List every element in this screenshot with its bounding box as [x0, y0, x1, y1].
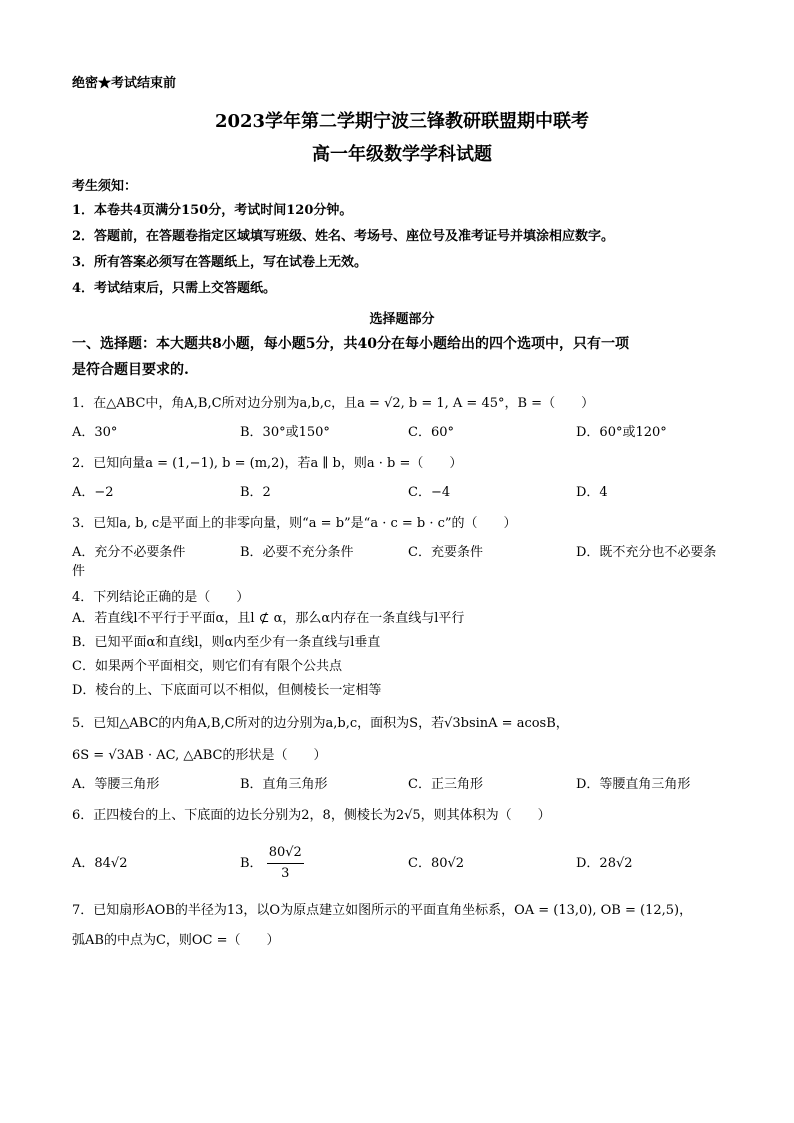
option-a: A．若直线l不平行于平面α，且l ⊄ α，那么α内存在一条直线与l平行 — [72, 611, 465, 626]
option-c: C．80√2 — [408, 855, 465, 871]
question-stem-2: 弧AB的中点为C，则OC =（ ） — [72, 933, 280, 948]
options-row — [72, 543, 732, 563]
question-6 — [72, 807, 732, 884]
part-title: 选择题部分 — [369, 312, 435, 327]
section-heading-line1: 一、选择题：本大题共8小题，每小题5分，共40分在每小题给出的四个选项中，只有一项 — [72, 336, 629, 352]
option-b: B．直角三角形 — [240, 777, 328, 792]
question-stem: 6．正四棱台的上、下底面的边长分别为2，8，侧棱长为2√5，则其体积为（ ） — [72, 808, 551, 823]
note-item: 3．所有答案必须写在答题纸上，写在试卷上无效。 — [72, 255, 368, 270]
question-5 — [72, 715, 732, 795]
option-d: D．棱台的上、下底面可以不相似，但侧棱长一定相等 — [72, 683, 382, 698]
fraction — [267, 843, 304, 884]
fraction-denominator: 3 — [281, 866, 290, 881]
options-row — [72, 775, 732, 795]
option-d: D．4 — [576, 485, 608, 500]
options-row — [72, 843, 732, 884]
option-d: D．60°或120° — [576, 425, 667, 440]
note-item: 1．本卷共4页满分150分，考试时间120分钟。 — [72, 203, 353, 218]
option-a: A．充分不必要条件 — [72, 545, 186, 560]
options-row — [72, 423, 732, 443]
question-stem: 2．已知向量a = (1,−1), b = (m,2)，若a ∥ b，则a · b =（ ） — [72, 456, 463, 471]
option-c: C．充要条件 — [408, 545, 483, 560]
fraction-numerator: 80√2 — [267, 843, 304, 864]
note-item: 4．考试结束后，只需上交答题纸。 — [72, 281, 277, 296]
exam-title: 2023学年第二学期宁波三锋教研联盟期中联考 — [214, 111, 590, 132]
option-b: B．2 — [240, 485, 271, 500]
question-4 — [72, 589, 732, 703]
option-b — [240, 843, 408, 884]
question-2 — [72, 455, 732, 503]
question-7 — [72, 902, 732, 950]
option-b: B．必要不充分条件 — [240, 545, 354, 560]
question-3 — [72, 515, 732, 581]
question-1 — [72, 395, 732, 443]
exam-subtitle: 高一年级数学学科试题 — [312, 144, 492, 165]
option-wrap: 件 — [72, 564, 86, 579]
note-item: 2．答题前，在答题卷指定区域填写班级、姓名、考场号、座位号及准考证号并填涂相应数字。 — [72, 229, 615, 244]
option-b: B．30°或150° — [240, 425, 330, 440]
option-c: C．−4 — [408, 485, 451, 500]
section-heading-line2: 是符合题目要求的. — [72, 362, 189, 378]
question-stem: 7．已知扇形AOB的半径为13，以O为原点建立如图所示的平面直角坐标系，OA = (13,0), OB = (12,5)， — [72, 903, 693, 918]
option-c: C．如果两个平面相交，则它们有有限个公共点 — [72, 659, 342, 674]
option-c: C．60° — [408, 425, 454, 440]
option-d: D．等腰直角三角形 — [576, 777, 691, 792]
option-b: B．已知平面α和直线l，则α内至少有一条直线与l垂直 — [72, 635, 381, 650]
question-stem: 1．在△ABC中，角A,B,C所对边分别为a,b,c，且a = √2, b = 1, A = 45°，B =（ ） — [72, 396, 595, 411]
question-stem: 4．下列结论正确的是（ ） — [72, 590, 250, 605]
option-a: A．−2 — [72, 485, 114, 500]
option-d: D．28√2 — [576, 855, 633, 871]
option-d: D．既不充分也不必要条 — [576, 545, 717, 560]
exam-page — [72, 72, 732, 950]
notes-heading: 考生须知： — [72, 179, 138, 194]
option-a: A．等腰三角形 — [72, 777, 160, 792]
option-a: A．30° — [72, 425, 118, 440]
option-c: C．正三角形 — [408, 777, 483, 792]
question-stem: 5．已知△ABC的内角A,B,C所对的边分别为a,b,c，面积为S，若√3bsinA = acosB， — [72, 716, 569, 731]
secret-label: 绝密★考试结束前 — [72, 76, 177, 91]
option-b-label: B． — [240, 856, 263, 871]
option-a: A．84√2 — [72, 855, 128, 871]
options-row — [72, 483, 732, 503]
question-stem: 3．已知a, b, c是平面上的非零向量，则“a = b”是“a · c = b · c”的（ ） — [72, 516, 517, 531]
question-stem-2: 6S = √3AB · AC, △ABC的形状是（ ） — [72, 748, 327, 763]
